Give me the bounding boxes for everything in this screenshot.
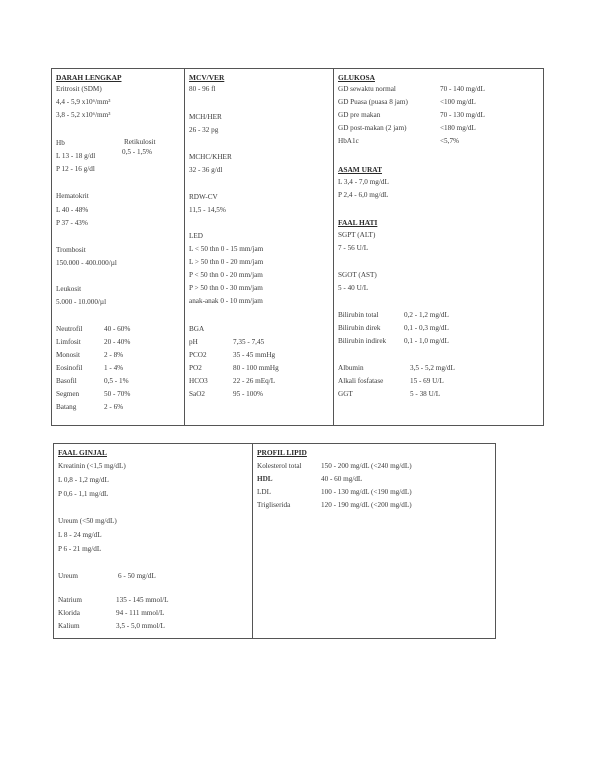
- mch-range: 26 - 32 pg: [189, 126, 219, 134]
- glukosa-name: HbA1c: [338, 137, 359, 145]
- elektrolit-range: 135 - 145 mmol/L: [116, 596, 169, 604]
- bga-label: BGA: [189, 325, 205, 333]
- ureum-male: L 8 - 24 mg/dL: [58, 531, 102, 539]
- asam-urat-label: ASAM URAT: [338, 165, 383, 174]
- bilirubin-name: Bilirubin total: [338, 311, 379, 319]
- glukosa-name: GD sewaktu normal: [338, 85, 396, 93]
- diff-name: Basofil: [56, 377, 77, 385]
- col-glukosa: [333, 69, 543, 425]
- mchc-range: 32 - 36 g/dl: [189, 166, 223, 174]
- diff-range: 0,5 - 1%: [104, 377, 129, 385]
- glukosa-range: 70 - 130 mg/dL: [440, 111, 485, 119]
- lipid-range: 120 - 190 mg/dL (<200 mg/dL): [321, 501, 412, 509]
- rdw-range: 11,5 - 14,5%: [189, 206, 226, 214]
- table-kimia: [53, 443, 496, 639]
- diff-name: Monosit: [56, 351, 80, 359]
- elektrolit-name: Natrium: [58, 596, 82, 604]
- glukosa-range: <5,7%: [440, 137, 460, 145]
- led-row: L < 50 thn 0 - 15 mm/jam: [189, 245, 264, 253]
- col-darah-lengkap: [52, 69, 184, 425]
- glukosa-name: GD post-makan (2 jam): [338, 124, 407, 132]
- col-profil-lipid: [252, 444, 495, 638]
- bun-label: Ureum: [58, 572, 78, 580]
- diff-name: Limfosit: [56, 338, 81, 346]
- diff-name: Eosinofil: [56, 364, 83, 372]
- diff-name: Segmen: [56, 390, 80, 398]
- bga-range: 80 - 100 mmHg: [233, 364, 279, 372]
- sgot-range: 5 - 40 U/L: [338, 284, 369, 292]
- leukosit-range: 5.000 - 10.000/µl: [56, 298, 107, 306]
- asam-urat-female: P 2,4 - 6,0 mg/dL: [338, 191, 389, 199]
- lipid-name: HDL: [257, 475, 273, 483]
- bga-range: 35 - 45 mmHg: [233, 351, 276, 359]
- hb-male: L 13 - 18 g/dl: [56, 152, 96, 160]
- diff-range: 20 - 40%: [104, 338, 131, 346]
- diff-range: 2 - 8%: [104, 351, 124, 359]
- eritrosit-label: Eritrosit (SDM): [56, 85, 102, 93]
- protein-range: 5 - 38 U/L: [410, 390, 441, 398]
- elektrolit-range: 94 - 111 mmol/L: [116, 609, 165, 617]
- rdw-label: RDW-CV: [189, 193, 218, 201]
- diff-range: 40 - 60%: [104, 325, 131, 333]
- led-row: anak-anak 0 - 10 mm/jam: [189, 297, 263, 305]
- bun-range: 6 - 50 mg/dL: [118, 572, 156, 580]
- retikulosit-range: 0,5 - 1,5%: [122, 148, 152, 156]
- table-hematologi: [51, 68, 544, 426]
- bilirubin-name: Bilirubin direk: [338, 324, 381, 332]
- elektrolit-range: 3,5 - 5,0 mmol/L: [116, 622, 165, 630]
- mchc-label: MCHC/KHER: [189, 153, 232, 161]
- mcv-range: 80 - 96 fl: [189, 85, 216, 93]
- kreatinin-female: P 0,6 - 1,1 mg/dL: [58, 490, 109, 498]
- faal-ginjal-title: FAAL GINJAL: [58, 448, 107, 457]
- led-row: P < 50 thn 0 - 20 mm/jam: [189, 271, 263, 279]
- bga-name: pH: [189, 338, 198, 346]
- lipid-name: Trigliserida: [257, 501, 291, 509]
- hb-female: P 12 - 16 g/dl: [56, 165, 95, 173]
- bga-name: PO2: [189, 364, 202, 372]
- led-row: L > 50 thn 0 - 20 mm/jam: [189, 258, 264, 266]
- diff-range: 50 - 70%: [104, 390, 131, 398]
- diff-range: 1 - 4%: [104, 364, 124, 372]
- diff-range: 2 - 6%: [104, 403, 124, 411]
- leukosit-label: Leukosit: [56, 285, 82, 293]
- lipid-range: 40 - 60 mg/dL: [321, 475, 363, 483]
- sgpt-range: 7 - 56 U/L: [338, 244, 369, 252]
- trombosit-range: 150.000 - 400.000/µl: [56, 259, 117, 267]
- bga-name: SaO2: [189, 390, 205, 398]
- sgpt-label: SGPT (ALT): [338, 231, 376, 239]
- glukosa-range: <100 mg/dL: [440, 98, 476, 106]
- trombosit-label: Trombosit: [56, 246, 86, 254]
- bga-range: 22 - 26 mEq/L: [233, 377, 276, 385]
- bga-range: 95 - 100%: [233, 390, 263, 398]
- eritrosit-female: 3,8 - 5,2 x10⁶/mm³: [56, 111, 111, 119]
- led-row: P > 50 thn 0 - 30 mm/jam: [189, 284, 263, 292]
- bga-name: HCO3: [189, 377, 208, 385]
- faal-hati-label: FAAL HATI: [338, 218, 378, 227]
- glukosa-name: GD Puasa (puasa 8 jam): [338, 98, 408, 106]
- bilirubin-range: 0,1 - 0,3 mg/dL: [404, 324, 449, 332]
- asam-urat-male: L 3,4 - 7,0 mg/dL: [338, 178, 389, 186]
- bilirubin-range: 0,2 - 1,2 mg/dL: [404, 311, 449, 319]
- hematokrit-female: P 37 - 43%: [56, 219, 88, 227]
- protein-name: Albumin: [338, 364, 364, 372]
- glukosa-range: <180 mg/dL: [440, 124, 476, 132]
- lipid-name: LDL: [257, 488, 271, 496]
- lipid-range: 150 - 200 mg/dL (<240 mg/dL): [321, 462, 412, 470]
- retikulosit-label: Retikulosit: [124, 138, 156, 146]
- ureum-label: Ureum (<50 mg/dL): [58, 517, 117, 525]
- profil-lipid-title: PROFIL LIPID: [257, 448, 307, 457]
- diff-name: Neutrofil: [56, 325, 83, 333]
- kreatinin-male: L 0,8 - 1,2 mg/dL: [58, 476, 109, 484]
- protein-name: Alkali fosfatase: [338, 377, 384, 385]
- ureum-female: P 6 - 21 mg/dL: [58, 545, 102, 553]
- hematokrit-male: L 40 - 48%: [56, 206, 89, 214]
- darah-lengkap-title: DARAH LENGKAP: [56, 73, 122, 82]
- bilirubin-name: Bilirubin indirek: [338, 337, 387, 345]
- sgot-label: SGOT (AST): [338, 271, 377, 279]
- lipid-name: Kolesterol total: [257, 462, 302, 470]
- hb-label: Hb: [56, 139, 65, 147]
- glukosa-name: GD pre makan: [338, 111, 381, 119]
- hematokrit-label: Hematokrit: [56, 192, 89, 200]
- col-indeks: [184, 69, 333, 425]
- diff-name: Batang: [56, 403, 77, 411]
- protein-name: GGT: [338, 390, 353, 398]
- bga-name: PCO2: [189, 351, 207, 359]
- lipid-range: 100 - 130 mg/dL (<190 mg/dL): [321, 488, 412, 496]
- elektrolit-name: Kalium: [58, 622, 80, 630]
- bilirubin-range: 0,1 - 1,0 mg/dL: [404, 337, 449, 345]
- eritrosit-male: 4,4 - 5,9 x10⁶/mm³: [56, 98, 111, 106]
- protein-range: 3,5 - 5,2 mg/dL: [410, 364, 455, 372]
- elektrolit-name: Klorida: [58, 609, 80, 617]
- col-faal-ginjal: [54, 444, 252, 638]
- kreatinin-label: Kreatinin (<1,5 mg/dL): [58, 462, 126, 470]
- protein-range: 15 - 69 U/L: [410, 377, 444, 385]
- glukosa-range: 70 - 140 mg/dL: [440, 85, 485, 93]
- mcv-label: MCV/VER: [189, 73, 225, 82]
- led-label: LED: [189, 232, 203, 240]
- bga-range: 7,35 - 7,45: [233, 338, 265, 346]
- glukosa-title: GLUKOSA: [338, 73, 375, 82]
- mch-label: MCH/HER: [189, 113, 222, 121]
